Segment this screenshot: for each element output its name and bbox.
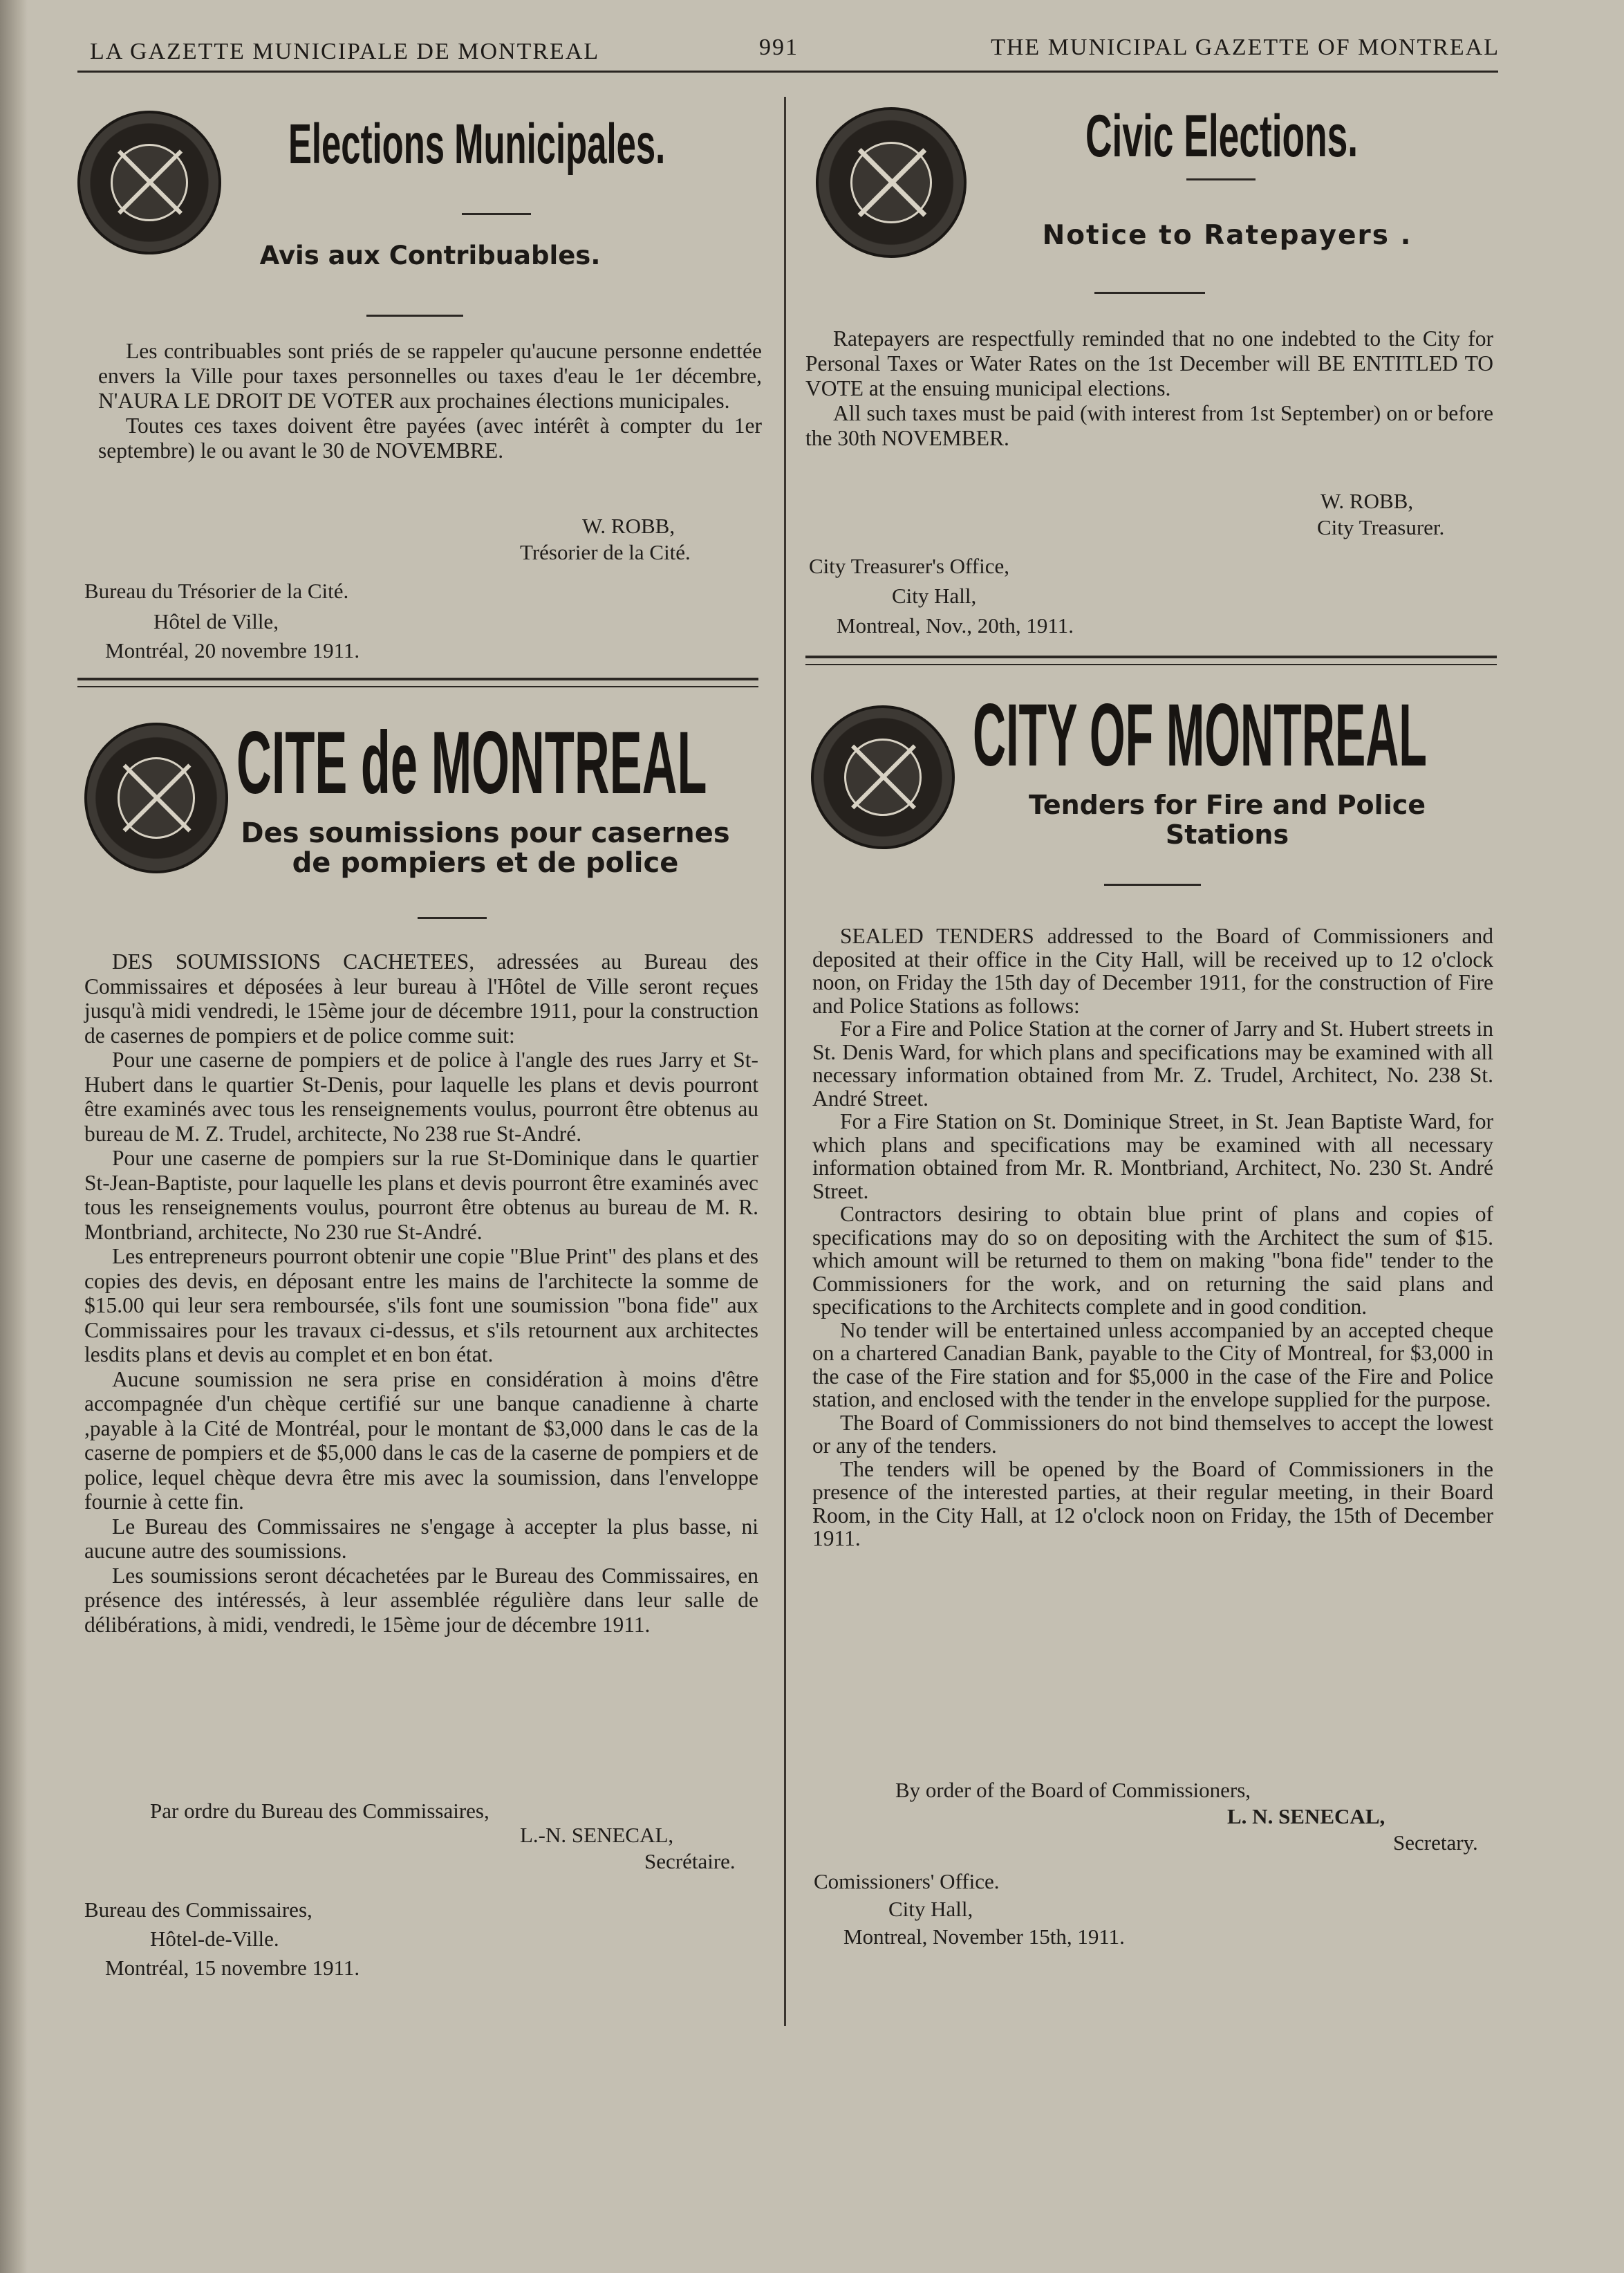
- notice-subtitle-line1: Des soumissions pour casernes: [241, 817, 730, 849]
- paragraph: No tender will be entertained unless accompanied by an accepted cheque on a chartered Canadian Bank, payable to the City of Montreal, for $3,000 in the case of the Fire station and for $5,000 in the case of the Fire and Police station, and enclosed with the tender in the envelope supplied for the purpose.: [812, 1317, 1493, 1411]
- subtitle-rule: [366, 315, 463, 317]
- office-line: Bureau du Trésorier de la Cité.: [84, 579, 349, 603]
- office-line: Montréal, 20 novembre 1911.: [105, 638, 360, 662]
- city-seal-icon: [84, 723, 228, 873]
- paragraph: For a Fire Station on St. Dominique Street, in St. Jean Baptiste Ward, for which plans and specifications may be examined with all necessary information obtained from Mr. R. Montbriand, Architect, No. 230 St. André Street.: [812, 1109, 1493, 1203]
- paragraph: DES SOUMISSIONS CACHETEES, adressées au Bureau des Commissaires et déposées à leur bureau à l'Hôtel de Ville seront reçues jusqu'à midi vendredi, le 15ème jour de décembre 1911, pour la construction de casernes de pompiers et de police comme suit:: [84, 949, 758, 1048]
- office-line: Bureau des Commissaires,: [84, 1898, 312, 1922]
- running-head-left: LA GAZETTE MUNICIPALE DE MONTREAL: [90, 39, 600, 64]
- office-line: City Hall,: [892, 584, 977, 608]
- title-rule: [462, 213, 531, 215]
- notice-fr-elections: [77, 97, 762, 671]
- office-line: Comissioners' Office.: [814, 1869, 1000, 1893]
- notice-subtitle: Avis aux Contribuables.: [259, 241, 601, 270]
- by-order-line: By order of the Board of Commissioners,: [895, 1778, 1251, 1802]
- paragraph: Les entrepreneurs pourront obtenir une copie "Blue Print" des plans et des copies des devis, en déposant entre les mains de l'architecte la somme de $15.00 qui leur sera remboursée, s'ils font une soumission "bona fide" aux Commissaires pour les travaux ci-dessus, et s'ils retournent aux architectes lesdits plans et devis au complet et en bon état.: [84, 1244, 758, 1366]
- title-rule: [1186, 178, 1256, 180]
- notice-title: CITE de MONTREAL: [236, 714, 707, 813]
- notice-body: [84, 949, 758, 1637]
- paragraph: Les contribuables sont priés de se rappeler qu'aucune personne endettée envers la Ville pour taxes personnelles ou taxes d'eau le 1er décembre, N'AURA LE DROIT DE VOTER aux prochaines élections municipales.: [98, 339, 762, 413]
- notice-en-tenders: [805, 685, 1497, 1964]
- notice-subtitle-line2: de pompiers et de police: [292, 847, 679, 879]
- subtitle-rule: [1104, 884, 1201, 886]
- notice-title: Elections Municipales.: [288, 113, 666, 176]
- signature-title: Secretary.: [1393, 1830, 1478, 1855]
- signature-title: Secrétaire.: [644, 1849, 736, 1873]
- by-order-line: Par ordre du Bureau des Commissaires,: [150, 1799, 489, 1823]
- paragraph: Pour une caserne de pompiers et de police à l'angle des rues Jarry et St-Hubert dans le quartier St-Denis, pour laquelle les plans et devis pourront être examinés avec tous les renseignements voulus, pourront être obtenus au bureau de M. Z. Trudel, architecte, No 238 rue St-André.: [84, 1048, 758, 1146]
- header-rule: [77, 71, 1498, 73]
- office-line: Montreal, November 15th, 1911.: [843, 1924, 1125, 1949]
- office-line: City Hall,: [888, 1897, 973, 1921]
- paragraph: The tenders will be opened by the Board of Commissioners in the presence of the interested parties, at their regular meeting, in their Board Room, in the City Hall, at 12 o'clock noon on Friday, the 15th of December 1911.: [812, 1456, 1493, 1550]
- signature-title: Trésorier de la Cité.: [520, 540, 691, 564]
- paragraph: SEALED TENDERS addressed to the Board of Commissioners and deposited at their office in the City Hall, will be received up to 12 o'clock noon, on Friday the 15th day of December 1911, for the construction of Fire and Police Stations as follows:: [812, 924, 1493, 1018]
- paragraph: Pour une caserne de pompiers sur la rue St-Dominique dans le quartier St-Jean-Baptiste, pour laquelle les plans et devis pourront être examinés avec tous les renseignements voulus, pourront être obtenus au bureau de M. R. Montbriand, architecte, No 230 rue St-André.: [84, 1146, 758, 1244]
- notice-subtitle: Notice to Ratepayers .: [1042, 220, 1412, 251]
- city-seal-icon: [811, 705, 955, 849]
- notice-subtitle-line1: Tenders for Fire and Police: [1028, 790, 1426, 820]
- paragraph: For a Fire and Police Station at the corner of Jarry and St. Hubert streets in St. Denis Ward, for which plans and specifications may be examined with all necessary information obtained from Mr. Z. Trudel, Architect, No. 238 St. André Street.: [812, 1017, 1493, 1111]
- office-line: City Treasurer's Office,: [809, 554, 1010, 578]
- notice-title: Civic Elections.: [1085, 103, 1359, 169]
- notice-body: [812, 925, 1493, 1550]
- city-seal-icon: [77, 111, 221, 254]
- paragraph: Ratepayers are respectfully reminded that no one indebted to the City for Personal Taxes or Water Rates on the 1st December will BE ENTITLED TO VOTE at the ensuing municipal elections.: [805, 326, 1493, 400]
- notice-subtitle-line2: Stations: [1165, 819, 1289, 850]
- subtitle-rule: [418, 917, 487, 919]
- paragraph: All such taxes must be paid (with interest from 1st September) on or before the 30th NOVEMBER.: [805, 401, 1493, 450]
- paragraph: Le Bureau des Commissaires ne s'engage à accepter la plus basse, ni aucune autre des soumissions.: [84, 1514, 758, 1563]
- section-rule: [77, 686, 758, 687]
- column-divider: [784, 97, 786, 2026]
- signature-name: W. ROBB,: [582, 514, 675, 538]
- office-line: Hôtel de Ville,: [153, 609, 279, 633]
- section-rule: [805, 664, 1497, 665]
- signature-title: City Treasurer.: [1317, 515, 1445, 539]
- city-seal-icon: [816, 107, 967, 258]
- signature-name: L.-N. SENECAL,: [520, 1823, 674, 1847]
- page-number: 991: [759, 35, 799, 60]
- office-line: Montreal, Nov., 20th, 1911.: [837, 613, 1074, 638]
- running-head-right: THE MUNICIPAL GAZETTE OF MONTREAL: [991, 35, 1500, 60]
- notice-body: [805, 326, 1493, 451]
- notice-fr-tenders: [77, 702, 762, 2002]
- notice-title: CITY OF MONTREAL: [973, 686, 1427, 785]
- paragraph: Contractors desiring to obtain blue print of plans and copies of specifications may do so on depositing with the Architect the sum of $15. which amount will be returned to them on making "bona fide" tender to the Commissioners for the work, and on returning the said plans and specifications to the Architects complete and in good condition.: [812, 1202, 1493, 1319]
- paragraph: Toutes ces taxes doivent être payées (avec intérêt à compter du 1er septembre) le ou avant le 30 de NOVEMBRE.: [98, 414, 762, 463]
- running-head: [90, 29, 1500, 71]
- notice-body: [98, 339, 762, 463]
- notice-en-elections: [805, 97, 1497, 650]
- section-rule: [805, 656, 1497, 658]
- paragraph: Les soumissions seront décachetées par le Bureau des Commissaires, en présence des intéressés, à leur assemblée régulière dans leur salle de délibérations, à midi, vendredi, le 15ème jour de décembre 1911.: [84, 1563, 758, 1637]
- section-rule: [77, 678, 758, 680]
- page-spine-shadow: [0, 0, 28, 2273]
- paragraph: The Board of Commissioners do not bind themselves to accept the lowest or any of the tenders.: [812, 1410, 1493, 1458]
- signature-name: L. N. SENECAL,: [1227, 1804, 1385, 1828]
- office-line: Hôtel-de-Ville.: [150, 1927, 279, 1951]
- subtitle-rule: [1094, 292, 1205, 294]
- paragraph: Aucune soumission ne sera prise en considération à moins d'être accompagnée d'un chèque certifié sur une banque canadienne à charte ,payable à la Cité de Montréal, pour le montant de $3,000 dans le cas de la caserne de pompiers et de $5,000 dans le cas de la caserne de pompiers et de police, lequel chèque devra être mis avec la soumission, dans l'enveloppe fournie à cette fin.: [84, 1366, 758, 1514]
- office-line: Montréal, 15 novembre 1911.: [105, 1956, 360, 1980]
- signature-name: W. ROBB,: [1320, 489, 1414, 513]
